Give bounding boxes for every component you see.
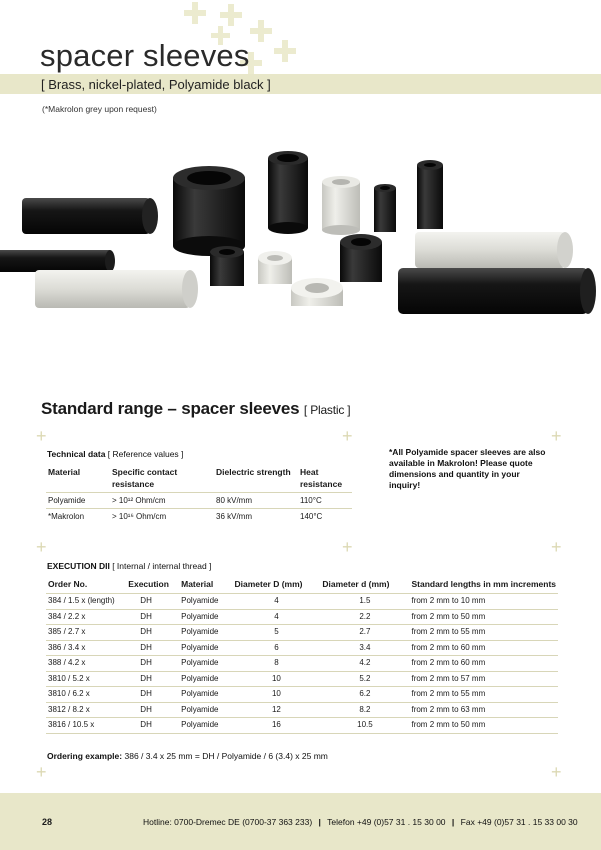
section-heading [41,399,350,419]
product-photo [0,140,601,380]
table-row [46,594,558,610]
table-cell: from 2 mm to 60 mm [409,640,558,656]
table-cell: DH [126,625,179,641]
table-cell: from 2 mm to 63 mm [409,702,558,718]
section-heading-suffix: [ Plastic ] [303,403,351,417]
footer-hotline: Hotline: 0700-Dremec DE (0700-37 363 233) [143,817,313,827]
table-cell: 3810 / 6.2 x [46,687,126,703]
execution-label [47,561,211,571]
table-row [46,656,558,672]
table-cell: 3816 / 10.5 x [46,718,126,734]
column-header: Material [48,467,81,477]
table-cell: DH [126,702,179,718]
table-cell: > 10¹² Ohm/cm [110,493,214,509]
technical-data-title: Technical data [47,449,106,459]
column-header: Heat resistance [300,467,343,489]
makrolon-callout: *All Polyamide spacer sleeves are also available in Makrolon! Please quote dimensions and quantity in your inquiry! [389,447,546,490]
table-cell: 110°C [298,493,352,509]
table-cell: 10 [232,687,320,703]
table-cell: 8.2 [320,702,409,718]
table-row [46,609,558,625]
table-cell: DH [126,671,179,687]
table-cell: 386 / 3.4 x [46,640,126,656]
plus-icon: + [342,537,353,557]
technical-data-label [47,449,183,459]
table-cell: 10 [232,671,320,687]
table-cell: 10.5 [320,718,409,734]
table-cell: 80 kV/mm [214,493,298,509]
table-cell: Polyamide [46,493,110,509]
plus-icon: + [551,426,562,446]
table-cell: Polyamide [179,609,232,625]
table-cell: Polyamide [179,640,232,656]
footer-separator: | [318,817,321,827]
table-cell: DH [126,640,179,656]
table-cell: from 2 mm to 55 mm [409,625,558,641]
table-cell: from 2 mm to 10 mm [409,594,558,610]
table-cell: from 2 mm to 50 mm [409,609,558,625]
table-row [46,687,558,703]
column-header: Execution [128,579,169,589]
page-title: spacer sleeves [40,38,250,73]
table-cell: 8 [232,656,320,672]
column-header: Diameter D (mm) [234,579,303,589]
table-cell: Polyamide [179,625,232,641]
table-cell: 36 kV/mm [214,509,298,525]
table-row [46,702,558,718]
execution-title: EXECUTION DII [47,561,110,571]
ordering-text: 386 / 3.4 x 25 mm = DH / Polyamide / 6 (3.4) x 25 mm [124,751,328,761]
table-cell: from 2 mm to 60 mm [409,656,558,672]
footer-contact [143,817,578,827]
table-cell: Polyamide [179,702,232,718]
table-cell: DH [126,687,179,703]
table-cell: 385 / 2.7 x [46,625,126,641]
column-header: Diameter d (mm) [322,579,390,589]
table-cell: 12 [232,702,320,718]
technical-data-suffix: [ Reference values ] [107,449,184,459]
plus-icon: + [36,762,47,782]
table-cell: 6.2 [320,687,409,703]
table-row [46,625,558,641]
table-header-row [46,579,558,594]
ordering-label: Ordering example: [47,751,123,761]
table-cell: from 2 mm to 55 mm [409,687,558,703]
execution-table-body [46,594,558,734]
plus-icon: + [551,762,562,782]
technical-data-table [46,466,352,524]
table-cell: 3812 / 8.2 x [46,702,126,718]
plus-icon: + [551,537,562,557]
table-cell: from 2 mm to 50 mm [409,718,558,734]
column-header: Material [181,579,214,589]
table-cell: Polyamide [179,594,232,610]
table-cell: Polyamide [179,687,232,703]
section-heading-text: Standard range – spacer sleeves [41,399,300,418]
table-cell: 6 [232,640,320,656]
table-cell: 1.5 [320,594,409,610]
table-cell: 5 [232,625,320,641]
table-cell: Polyamide [179,656,232,672]
table-cell: DH [126,656,179,672]
plus-icon: + [36,537,47,557]
ordering-example [47,751,328,761]
plus-icon: + [342,426,353,446]
column-header: Dielectric strength [216,467,291,477]
footer-telefon: Telefon +49 (0)57 31 . 15 30 00 [327,817,446,827]
execution-suffix: [ Internal / internal thread ] [112,561,212,571]
table-cell: 388 / 4.2 x [46,656,126,672]
execution-table [46,579,558,734]
table-cell: 4.2 [320,656,409,672]
table-cell: 384 / 2.2 x [46,609,126,625]
table-row [46,671,558,687]
table-cell: DH [126,718,179,734]
column-header: Specific contact resistance [112,467,178,489]
table-cell: 16 [232,718,320,734]
page-subtitle: [ Brass, nickel-plated, Polyamide black ] [41,77,271,92]
table-row [46,493,352,509]
table-row [46,640,558,656]
page-number: 28 [42,817,53,827]
table-cell: 4 [232,594,320,610]
column-header: Order No. [48,579,88,589]
table-cell: 2.7 [320,625,409,641]
table-cell: > 10¹⁶ Ohm/cm [110,509,214,525]
table-cell: Polyamide [179,671,232,687]
table-cell: 384 / 1.5 x (length) [46,594,126,610]
table-header-row [46,466,352,493]
table-cell: 140°C [298,509,352,525]
table-cell: Polyamide [179,718,232,734]
table-cell: 3.4 [320,640,409,656]
plus-icon: + [36,426,47,446]
table-cell: 3810 / 5.2 x [46,671,126,687]
table-cell: 5.2 [320,671,409,687]
table-cell: *Makrolon [46,509,110,525]
footer-fax: Fax +49 (0)57 31 . 15 33 00 30 [460,817,578,827]
table-cell: DH [126,594,179,610]
table-row [46,509,352,525]
footer-separator: | [451,817,455,827]
table-row [46,718,558,734]
makrolon-note: (*Makrolon grey upon request) [42,104,157,114]
table-cell: DH [126,609,179,625]
table-cell: from 2 mm to 57 mm [409,671,558,687]
table-cell: 2.2 [320,609,409,625]
column-header: Standard lengths in mm increments [411,579,556,589]
table-cell: 4 [232,609,320,625]
